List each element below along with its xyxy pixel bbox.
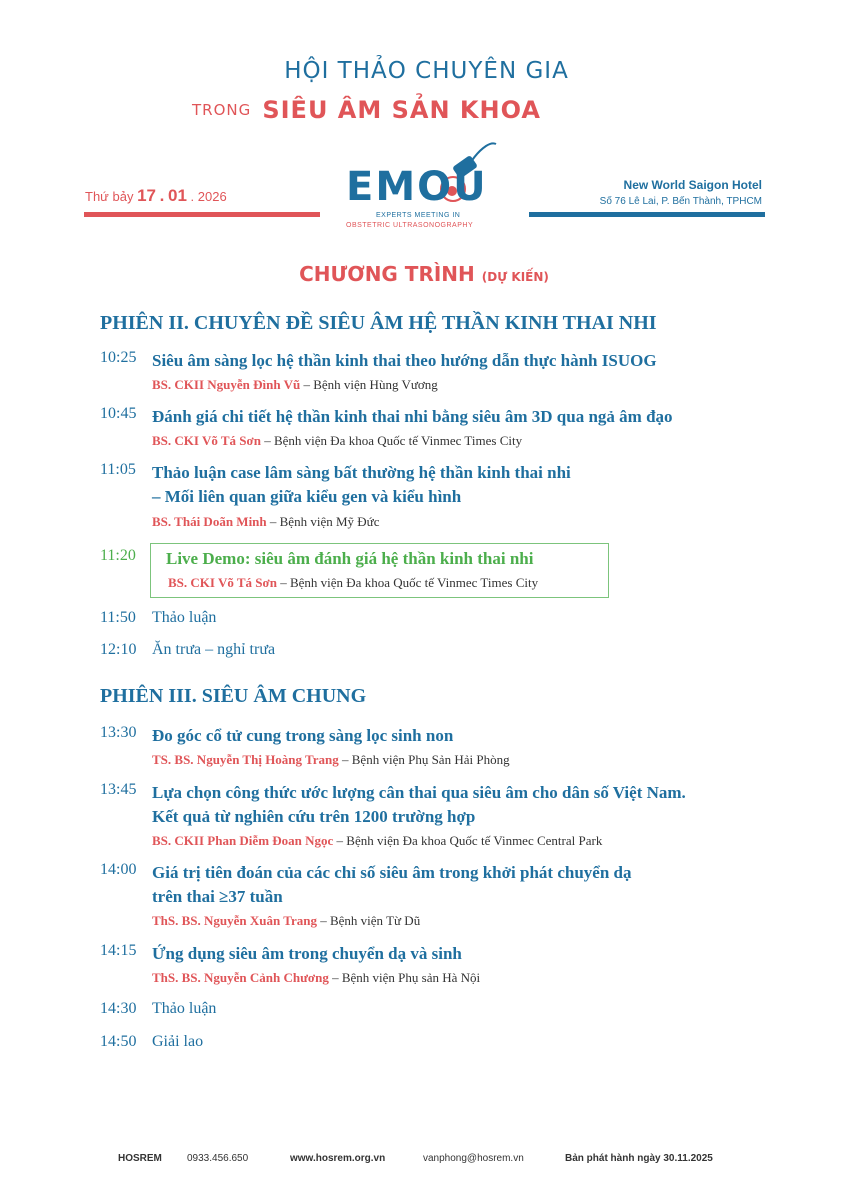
speaker-name: BS. CKI Võ Tá Sơn (168, 575, 277, 590)
event-title-line1: HỘI THẢO CHUYÊN GIA (284, 58, 569, 84)
divider-left (84, 212, 320, 217)
speaker-org: – Bệnh viện Từ Dũ (316, 913, 421, 928)
event-title-main: SIÊU ÂM SẢN KHOA (262, 96, 541, 124)
talk-title: Ứng dụng siêu âm trong chuyển dạ và sinh (152, 944, 462, 963)
speaker-line (168, 575, 538, 591)
emou-logo (346, 134, 506, 234)
agenda-time: 11:05 (100, 461, 136, 478)
agenda-time: 10:45 (100, 405, 137, 422)
agenda-time: 14:50 (100, 1033, 137, 1050)
speaker-org: – Bệnh viện Đa khoa Quốc tế Vinmec Central Park (333, 833, 603, 848)
agenda-text: Ăn trưa – nghỉ trưa (152, 641, 276, 658)
divider-right (529, 212, 765, 217)
agenda-time: 14:00 (100, 861, 137, 878)
talk-title: Siêu âm sàng lọc hệ thần kinh thai theo hướng dẫn thực hành ISUOG (152, 351, 657, 370)
speaker-line (152, 377, 438, 393)
program-subtitle: (DỰ KIẾN) (481, 270, 549, 284)
speaker-org: – Bệnh viện Hùng Vương (300, 377, 438, 392)
speaker-line (152, 833, 602, 849)
talk-title: Thảo luận case lâm sàng bất thường hệ thần kinh thai nhi – Mối liên quan giữa kiểu gen và kiểu hình (152, 463, 571, 506)
venue-address: Số 76 Lê Lai, P. Bến Thành, TPHCM (599, 196, 762, 207)
speaker-name: BS. CKI Võ Tá Sơn (152, 433, 261, 448)
talk-title: Live Demo: siêu âm đánh giá hệ thần kinh thai nhi (166, 549, 534, 568)
agenda-time: 11:20 (100, 547, 136, 564)
agenda-text: Thảo luận (152, 1000, 217, 1017)
speaker-name: BS. Thái Doãn Minh (152, 514, 267, 529)
speaker-line (152, 514, 379, 530)
date-day: 17 (137, 186, 156, 205)
date-month: 01 (167, 186, 187, 205)
logo-subtitle-1: EXPERTS MEETING IN (376, 212, 461, 219)
agenda-time: 14:15 (100, 942, 137, 959)
agenda-time: 12:10 (100, 641, 137, 658)
program-heading (0, 262, 848, 286)
speaker-org: – Bệnh viện Phụ sản Hà Nội (328, 970, 481, 985)
footer-website[interactable]: www.hosrem.org.vn (290, 1153, 386, 1164)
event-title-line2 (192, 96, 541, 124)
speaker-org: – Bệnh viện Phụ Sản Hải Phòng (338, 752, 510, 767)
speaker-name: TS. BS. Nguyễn Thị Hoàng Trang (152, 752, 339, 767)
agenda-time: 13:45 (100, 781, 137, 798)
agenda-time: 10:25 (100, 349, 137, 366)
speaker-org: – Bệnh viện Mỹ Đức (266, 514, 380, 529)
agenda-time: 13:30 (100, 724, 137, 741)
speaker-org: – Bệnh viện Đa khoa Quốc tế Vinmec Times City (276, 575, 539, 590)
speaker-name: BS. CKII Nguyễn Đình Vũ (152, 377, 301, 392)
logo-text: EMOU (346, 164, 488, 210)
speaker-name: BS. CKII Phan Diễm Đoan Ngọc (152, 833, 334, 848)
talk-title: Đánh giá chi tiết hệ thần kinh thai nhi bằng siêu âm 3D qua ngả âm đạo (152, 407, 673, 426)
agenda-text: Giải lao (152, 1033, 204, 1050)
program-title: CHƯƠNG TRÌNH (299, 262, 475, 286)
agenda-time: 11:50 (100, 609, 136, 626)
event-date: Thứ bảy 17 . 01 . 2026 (85, 186, 227, 205)
speaker-line (152, 752, 510, 768)
session-2-title: PHIÊN II. CHUYÊN ĐỀ SIÊU ÂM HỆ THẦN KINH THAI NHI (100, 312, 657, 334)
event-title-prefix: TRONG (192, 101, 252, 119)
speaker-line (152, 433, 522, 449)
logo-subtitle-2: OBSTETRIC ULTRASONOGRAPHY (346, 222, 474, 229)
agenda-time: 14:30 (100, 1000, 137, 1017)
talk-title: Giá trị tiên đoán của các chỉ số siêu âm trong khởi phát chuyển dạ trên thai ≥37 tuần (152, 863, 632, 906)
venue-block (600, 178, 762, 207)
agenda-text: Thảo luận (152, 609, 217, 626)
speaker-line (152, 970, 480, 986)
talk-title: Lựa chọn công thức ước lượng cân thai qua siêu âm cho dân số Việt Nam. Kết quả từ nghiên cứu trên 1200 trường hợp (152, 783, 686, 826)
session-3-title: PHIÊN III. SIÊU ÂM CHUNG (100, 685, 367, 707)
speaker-line (152, 913, 420, 929)
footer-phone: 0933.456.650 (187, 1153, 249, 1164)
date-prefix: Thứ bảy (85, 189, 134, 204)
speaker-org: – Bệnh viện Đa khoa Quốc tế Vinmec Times City (260, 433, 523, 448)
venue-name: New World Saigon Hotel (623, 178, 762, 192)
footer-release-date: Bản phát hành ngày 30.11.2025 (565, 1153, 713, 1164)
footer-org: HOSREM (118, 1153, 162, 1164)
speaker-name: ThS. BS. Nguyễn Cảnh Chương (152, 970, 329, 985)
talk-title: Đo góc cổ tử cung trong sàng lọc sinh non (152, 726, 454, 745)
date-year: 2026 (197, 189, 227, 204)
footer-email[interactable]: vanphong@hosrem.vn (423, 1153, 524, 1164)
speaker-name: ThS. BS. Nguyễn Xuân Trang (152, 913, 317, 928)
